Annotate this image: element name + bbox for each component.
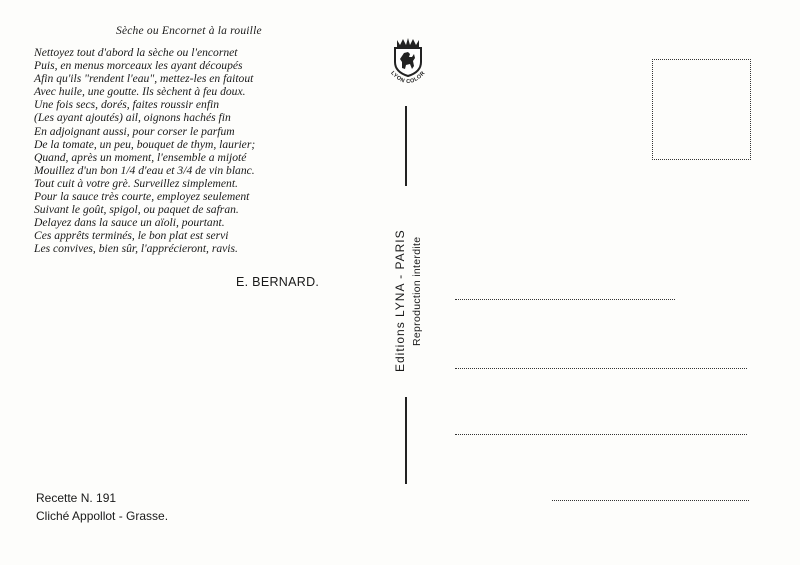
poem-line: De la tomate, un peu, bouquet de thym, laurier; xyxy=(34,137,256,151)
recipe-title: Sèche ou Encornet à la rouille xyxy=(116,25,262,37)
address-line xyxy=(455,434,747,435)
recipe-poem xyxy=(34,46,379,256)
poem-line: Puis, en menus morceaux les ayant découpés xyxy=(34,59,243,73)
poem-line: Suivant le goût, spigol, ou paquet de safran. xyxy=(34,203,239,217)
divider-line-bottom xyxy=(405,397,407,484)
author-signature: E. BERNARD. xyxy=(236,275,320,289)
poem-line: Delayez dans la sauce un aïoli, pourtant. xyxy=(34,216,225,230)
divider-line-top xyxy=(405,106,407,186)
poem-line: Avec huile, une goutte. Ils sèchent à feu doux. xyxy=(34,85,246,99)
address-line xyxy=(552,500,749,501)
poem-line: Pour la sauce très courte, employez seulement xyxy=(34,190,250,204)
photo-credit: Cliché Appollot - Grasse. xyxy=(36,509,169,523)
address-line xyxy=(455,368,747,369)
logo-text: LYON COLOR xyxy=(389,70,427,86)
poem-line: Les convives, bien sûr, l'apprécieront, ravis. xyxy=(34,242,238,256)
poem-line: Ces apprêts terminés, le bon plat est servi xyxy=(34,229,229,243)
rights-text: Reproduction interdite xyxy=(411,236,423,346)
lion-crest-icon xyxy=(385,36,431,92)
publisher-text: Editions LYNA - PARIS xyxy=(393,229,407,372)
poem-line: Afin qu'ils "rendent l'eau", mettez-les en faitout xyxy=(34,72,254,86)
address-line xyxy=(455,299,675,300)
stamp-box xyxy=(652,59,751,160)
poem-line: En adjoignant aussi, pour corser le parfum xyxy=(34,124,235,138)
poem-line: Nettoyez tout d'abord la sèche ou l'encornet xyxy=(34,46,238,59)
recipe-number: Recette N. 191 xyxy=(36,491,117,505)
poem-line: (Les ayant ajoutés) ail, oignons hachés fin xyxy=(34,111,231,125)
poem-line: Tout cuit à votre grè. Surveillez simplement. xyxy=(34,176,238,190)
poem-line: Une fois secs, dorés, faites roussir enfin xyxy=(34,98,220,112)
poem-line: Quand, après un moment, l'ensemble a mijoté xyxy=(34,150,247,164)
poem-line: Mouillez d'un bon 1/4 d'eau et 3/4 de vin blanc. xyxy=(34,163,255,177)
